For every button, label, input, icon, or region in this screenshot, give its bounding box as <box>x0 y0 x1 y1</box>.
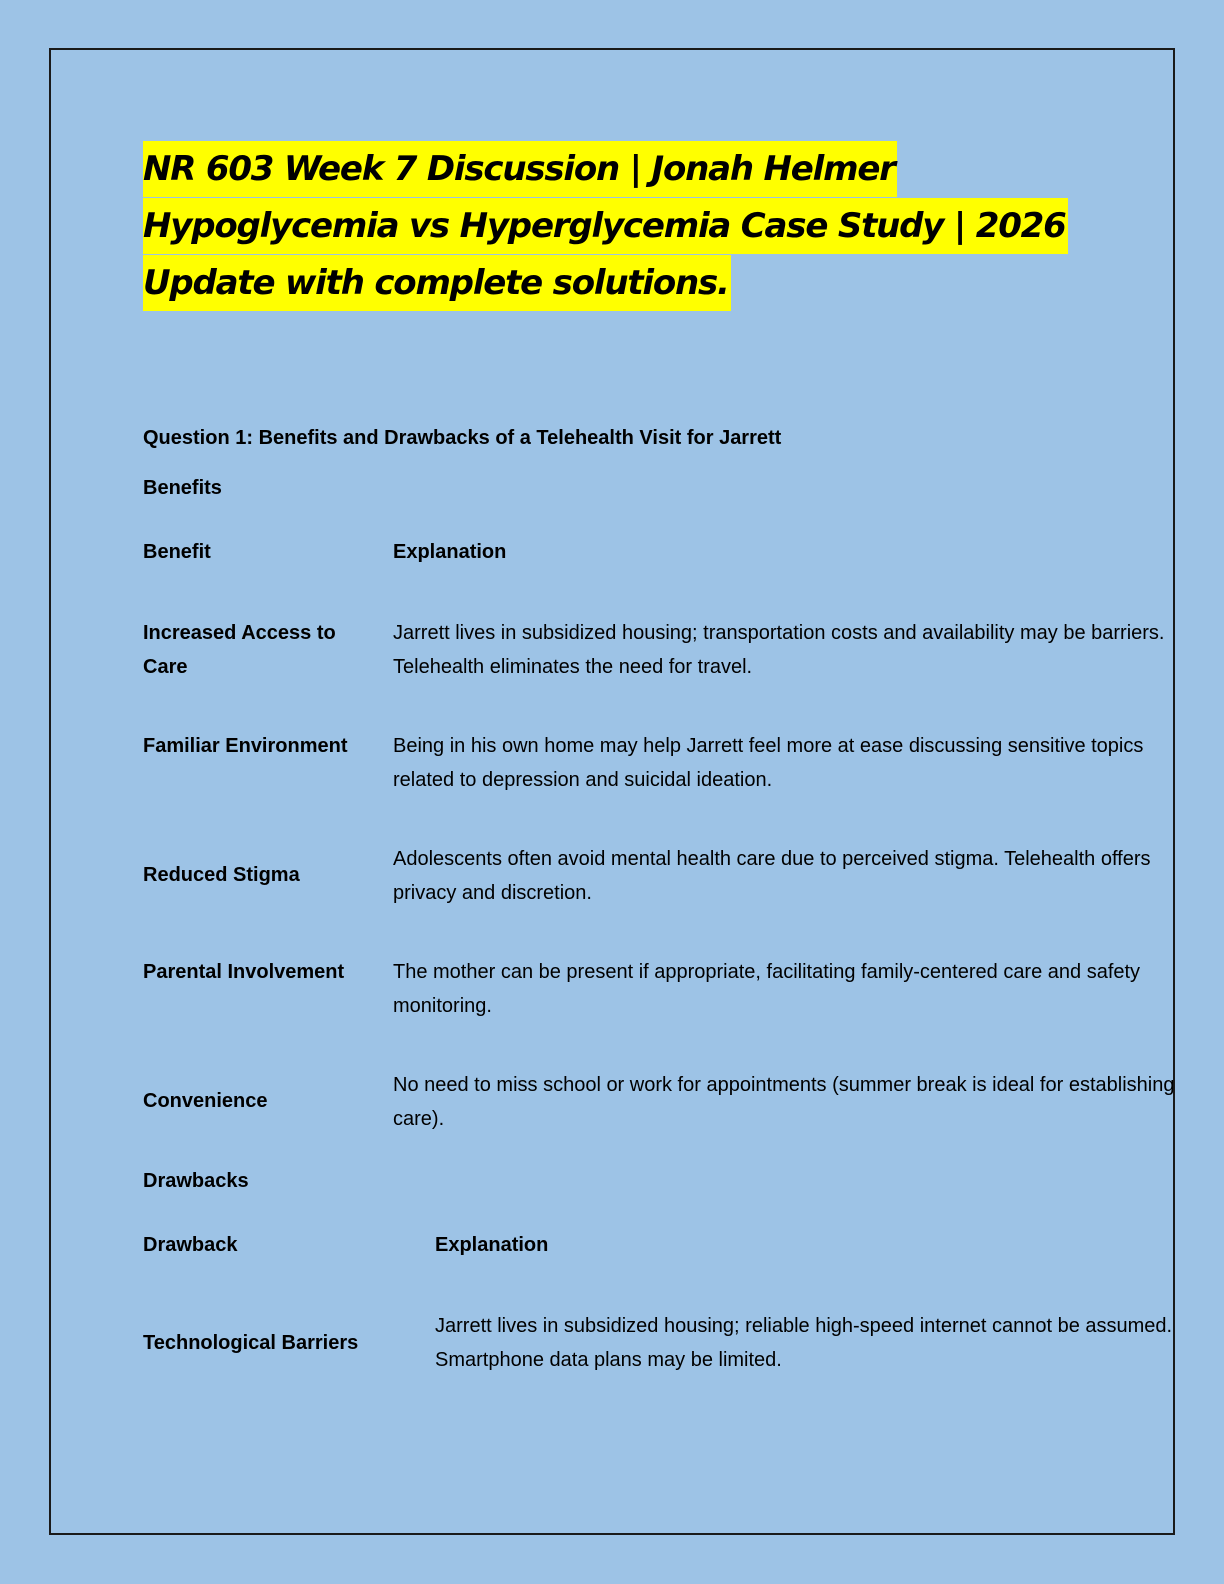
benefit-row-label: Increased Access to Care <box>143 622 336 678</box>
question-heading: Question 1: Benefits and Drawbacks of a Telehealth Visit for Jarrett <box>143 427 782 449</box>
benefit-text-line: Telehealth eliminates the need for travel. <box>393 656 753 678</box>
benefit-text-line: care). <box>393 1108 445 1130</box>
benefit-text-line: Adolescents often avoid mental health care due to perceived stigma. Telehealth offers <box>393 848 1151 870</box>
document-title <box>143 141 1066 312</box>
benefit-row-text <box>393 1068 1174 1136</box>
benefit-column-header: Benefit <box>143 541 211 563</box>
explanation-column-header: Explanation <box>393 541 507 563</box>
drawbacks-heading: Drawbacks <box>143 1170 249 1192</box>
title-line-3: Update with complete solutions. <box>143 255 731 311</box>
benefit-text-line: privacy and discretion. <box>393 882 592 904</box>
benefit-text-line: monitoring. <box>393 995 492 1017</box>
benefit-row-text <box>393 616 1164 684</box>
benefit-row-text <box>393 729 1143 797</box>
benefit-row-label: Parental Involvement <box>143 961 345 983</box>
benefit-text-line: related to depression and suicidal ideation. <box>393 769 773 791</box>
drawback-text-line: Smartphone data plans may be limited. <box>435 1349 782 1371</box>
explanation-column-header: Explanation <box>435 1234 549 1256</box>
benefit-text-line: No need to miss school or work for appointments (summer break is ideal for establishing <box>393 1074 1175 1096</box>
drawback-column-header: Drawback <box>143 1234 238 1256</box>
drawback-text-line: Jarrett lives in subsidized housing; reliable high-speed internet cannot be assumed. <box>435 1315 1173 1337</box>
drawback-row-text <box>435 1309 1172 1377</box>
benefit-row-text <box>393 955 1140 1023</box>
benefit-row-text <box>393 842 1151 910</box>
benefit-text-line: The mother can be present if appropriate, facilitating family-centered care and safety <box>393 961 1141 983</box>
benefit-text-line: Jarrett lives in subsidized housing; transportation costs and availability may be barriers. <box>393 622 1165 644</box>
title-line-2: Hypoglycemia vs Hyperglycemia Case Study | 2026 <box>143 198 1068 254</box>
benefits-heading: Benefits <box>143 477 222 499</box>
benefit-text-line: Being in his own home may help Jarrett feel more at ease discussing sensitive topics <box>393 735 1144 757</box>
benefit-row-label: Convenience <box>143 1090 268 1112</box>
title-line-1: NR 603 Week 7 Discussion | Jonah Helmer <box>143 141 897 197</box>
benefit-row-label: Familiar Environment <box>143 735 348 757</box>
benefit-row-label: Reduced Stigma <box>143 864 300 886</box>
drawback-row-label: Technological Barriers <box>143 1332 359 1354</box>
